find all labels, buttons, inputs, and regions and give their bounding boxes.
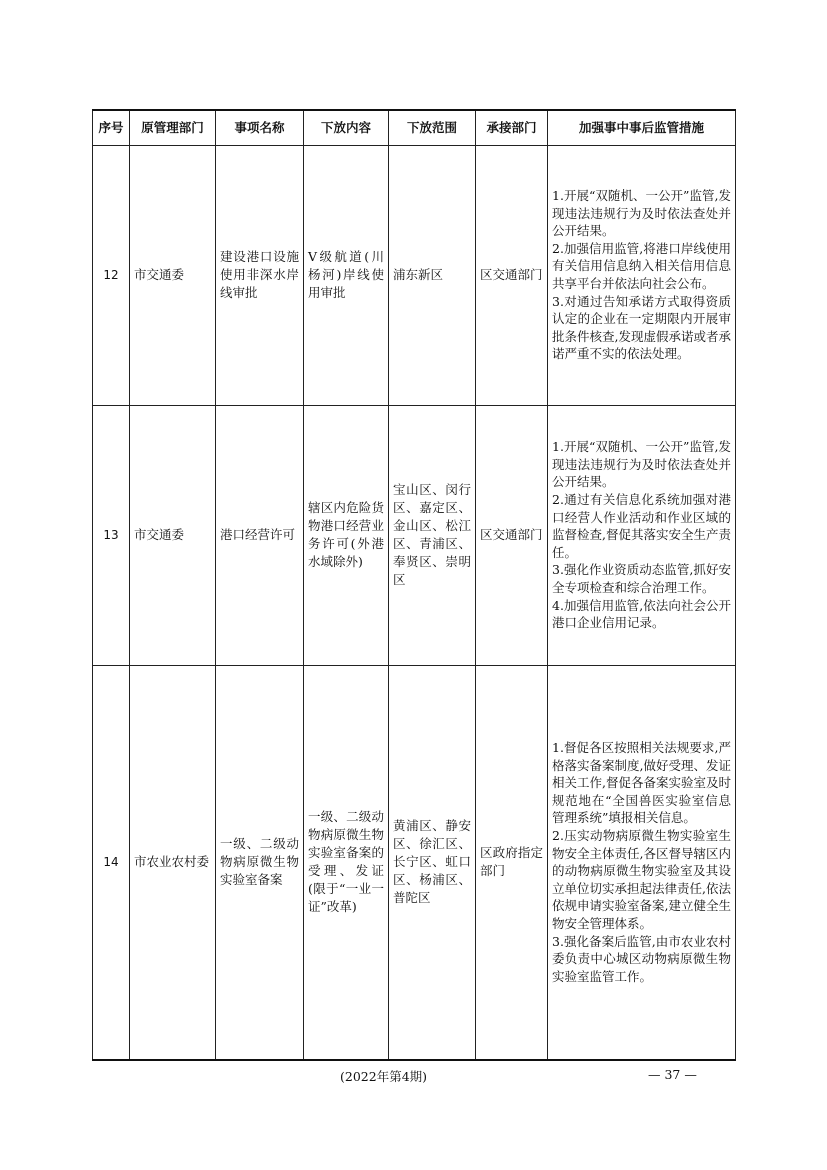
table-row xyxy=(93,405,736,665)
measure-item: 1.开展“双随机、一公开”监管,发现违法违规行为及时依法查处并公开结果。 xyxy=(552,188,731,239)
row-number: 12 xyxy=(93,145,130,405)
row-number: 13 xyxy=(93,405,130,665)
row-dept: 市交通委 xyxy=(130,405,216,665)
row-dept: 市交通委 xyxy=(130,145,216,405)
measure-item: 2.压实动物病原微生物实验室生物安全主体责任,各区督导辖区内的动物病原微生物实验室及其设立单位切实承担起法律责任,依法依规申请实验室备案,建立健全生物安全管理体系。 xyxy=(552,828,731,932)
row-name: 建设港口设施使用非深水岸线审批 xyxy=(216,145,304,405)
row-content: Ⅴ级航道(川杨河)岸线使用审批 xyxy=(304,145,389,405)
row-content: 辖区内危险货物港口经营业务许可(外港水域除外) xyxy=(304,405,389,665)
row-content: 一级、二级动物病原微生物实验室备案的受理、发证(限于“一业一证”改革) xyxy=(304,665,389,1060)
row-measures xyxy=(548,665,736,1060)
measure-item: 1.开展“双随机、一公开”监管,发现违法违规行为及时依法查处并公开结果。 xyxy=(552,439,731,490)
header-dept: 原管理部门 xyxy=(130,110,216,145)
row-measures xyxy=(548,145,736,405)
header-content: 下放内容 xyxy=(304,110,389,145)
measure-item: 4.加强信用监管,依法向社会公开港口企业信用记录。 xyxy=(552,597,731,631)
regulation-table xyxy=(92,109,736,1061)
header-measures: 加强事中事后监管措施 xyxy=(548,110,736,145)
measure-item: 3.强化作业资质动态监管,抓好安全专项检查和综合治理工作。 xyxy=(552,562,731,595)
measure-item: 3.对通过告知承诺方式取得资质认定的企业在一定期限内开展审批条件核查,发现虚假承诺或者承诺严重不实的依法处理。 xyxy=(552,293,731,362)
header-name: 事项名称 xyxy=(216,110,304,145)
row-scope: 浦东新区 xyxy=(389,145,476,405)
issue-label: (2022年第4期) xyxy=(340,1069,428,1084)
measure-item: 2.通过有关信息化系统加强对港口经营人作业活动和作业区域的监督检查,督促其落实安全生产责任。 xyxy=(552,492,731,560)
table-header-row xyxy=(93,110,736,145)
page-footer xyxy=(0,1067,827,1087)
header-receiver: 承接部门 xyxy=(476,110,548,145)
measure-item: 1.督促各区按照相关法规要求,严格落实备案制度,做好受理、发证相关工作,督促各备案实验室及时规范地在“全国兽医实验室信息管理系统”填报相关信息。 xyxy=(552,740,731,826)
measure-item: 3.强化备案后监管,由市农业农村委负责中心城区动物病原微生物实验室监管工作。 xyxy=(552,933,731,984)
row-scope: 宝山区、闵行区、嘉定区、金山区、松江区、青浦区、奉贤区、崇明区 xyxy=(389,405,476,665)
header-scope: 下放范围 xyxy=(389,110,476,145)
table-row xyxy=(93,665,736,1060)
row-receiver: 区政府指定部门 xyxy=(476,665,548,1060)
row-dept: 市农业农村委 xyxy=(130,665,216,1060)
row-receiver: 区交通部门 xyxy=(476,405,548,665)
row-number: 14 xyxy=(93,665,130,1060)
measure-item: 2.加强信用监管,将港口岸线使用有关信用信息纳入相关信用信息共享平台并依法向社会公布。 xyxy=(552,240,731,291)
row-measures xyxy=(548,405,736,665)
row-receiver: 区交通部门 xyxy=(476,145,548,405)
row-name: 港口经营许可 xyxy=(216,405,304,665)
row-scope: 黄浦区、静安区、徐汇区、长宁区、虹口区、杨浦区、普陀区 xyxy=(389,665,476,1060)
table-row xyxy=(93,145,736,405)
row-name: 一级、二级动物病原微生物实验室备案 xyxy=(216,665,304,1060)
page-number: — 37 — xyxy=(648,1067,697,1082)
header-no: 序号 xyxy=(93,110,130,145)
